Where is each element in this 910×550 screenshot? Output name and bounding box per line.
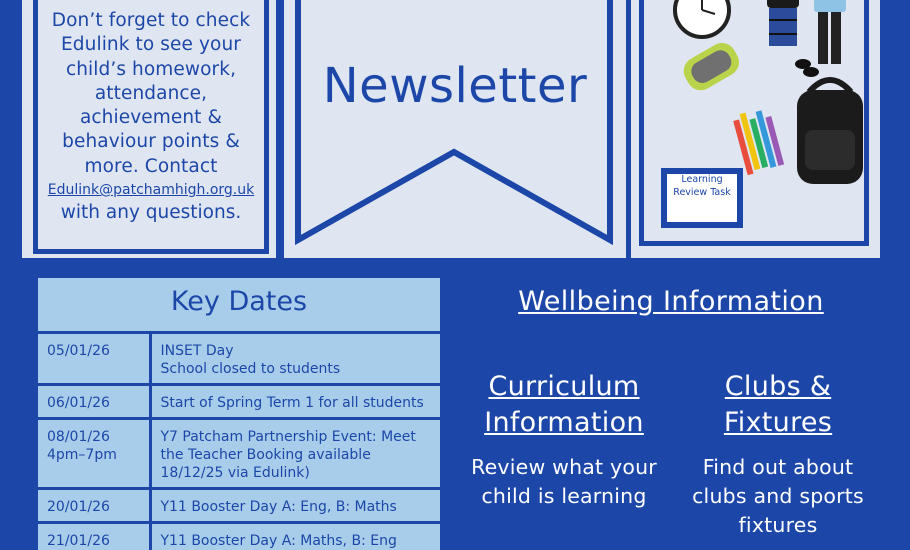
clubs-heading-line2: Fixtures	[723, 407, 833, 438]
date-text: 08/01/26	[47, 429, 110, 445]
table-row	[38, 385, 440, 419]
curriculum-heading	[464, 344, 664, 441]
date-cell	[38, 489, 150, 523]
newsletter-title: Newsletter	[322, 58, 588, 114]
edulink-after-text: with any questions.	[60, 202, 242, 224]
table-row	[38, 523, 440, 550]
table-row	[38, 489, 440, 523]
date-text: 06/01/26	[47, 395, 110, 411]
date-text: 20/01/26	[47, 499, 110, 515]
key-dates-table	[38, 331, 440, 550]
key-dates-title: Key Dates	[170, 286, 308, 317]
clubs-description: Find out about clubs and sports fixtures	[692, 455, 864, 537]
event-text: Y11 Booster Day A: Eng, B: Maths	[160, 499, 397, 515]
table-row	[38, 419, 440, 489]
event-cell	[150, 333, 440, 385]
event-cell	[150, 419, 440, 489]
event-detail-text: School closed to students	[160, 361, 341, 377]
date-text: 21/01/26	[47, 533, 110, 549]
table-row	[38, 333, 440, 385]
event-text: Y7 Patcham Partnership Event: Meet the Teacher Booking available 18/12/25 via Edulink)	[160, 429, 416, 481]
date-cell	[38, 333, 150, 385]
curriculum-heading-line1: Curriculum	[488, 371, 640, 402]
date-cell	[38, 419, 150, 489]
time-text: 4pm–7pm	[47, 447, 117, 463]
event-cell	[150, 523, 440, 550]
event-text: Y11 Booster Day A: Maths, B: Eng	[160, 533, 397, 549]
divider	[276, 0, 284, 258]
curriculum-heading-line2: Information	[484, 407, 644, 438]
edulink-email-link[interactable]: Edulink@patchamhigh.org.uk	[47, 182, 255, 199]
date-text: 05/01/26	[47, 343, 110, 359]
event-text: Start of Spring Term 1 for all students	[160, 395, 424, 411]
edulink-notice	[33, 0, 269, 254]
clubs-heading-line1: Clubs &	[724, 371, 832, 402]
ribbon-banner-icon	[284, 0, 626, 254]
learning-review-sign-text: Learning Review Task	[673, 174, 731, 198]
event-cell	[150, 489, 440, 523]
clubs-heading	[678, 344, 878, 441]
event-text: INSET Day	[160, 343, 234, 359]
edulink-message: Don’t forget to check Edulink to see your child’s homework, attendance, achievement & behaviour points & more. Contact	[51, 10, 251, 177]
date-cell	[38, 385, 150, 419]
date-cell	[38, 523, 150, 550]
school-items-icon	[639, 0, 869, 246]
curriculum-description: Review what your child is learning	[471, 455, 657, 508]
wellbeing-label: Wellbeing Information	[518, 286, 824, 317]
event-cell	[150, 385, 440, 419]
wellbeing-information-link[interactable]	[464, 272, 878, 330]
divider	[0, 258, 910, 270]
clubs-fixtures-link[interactable]	[678, 344, 878, 550]
curriculum-information-link[interactable]	[464, 344, 664, 550]
school-items-illustration	[639, 0, 869, 246]
